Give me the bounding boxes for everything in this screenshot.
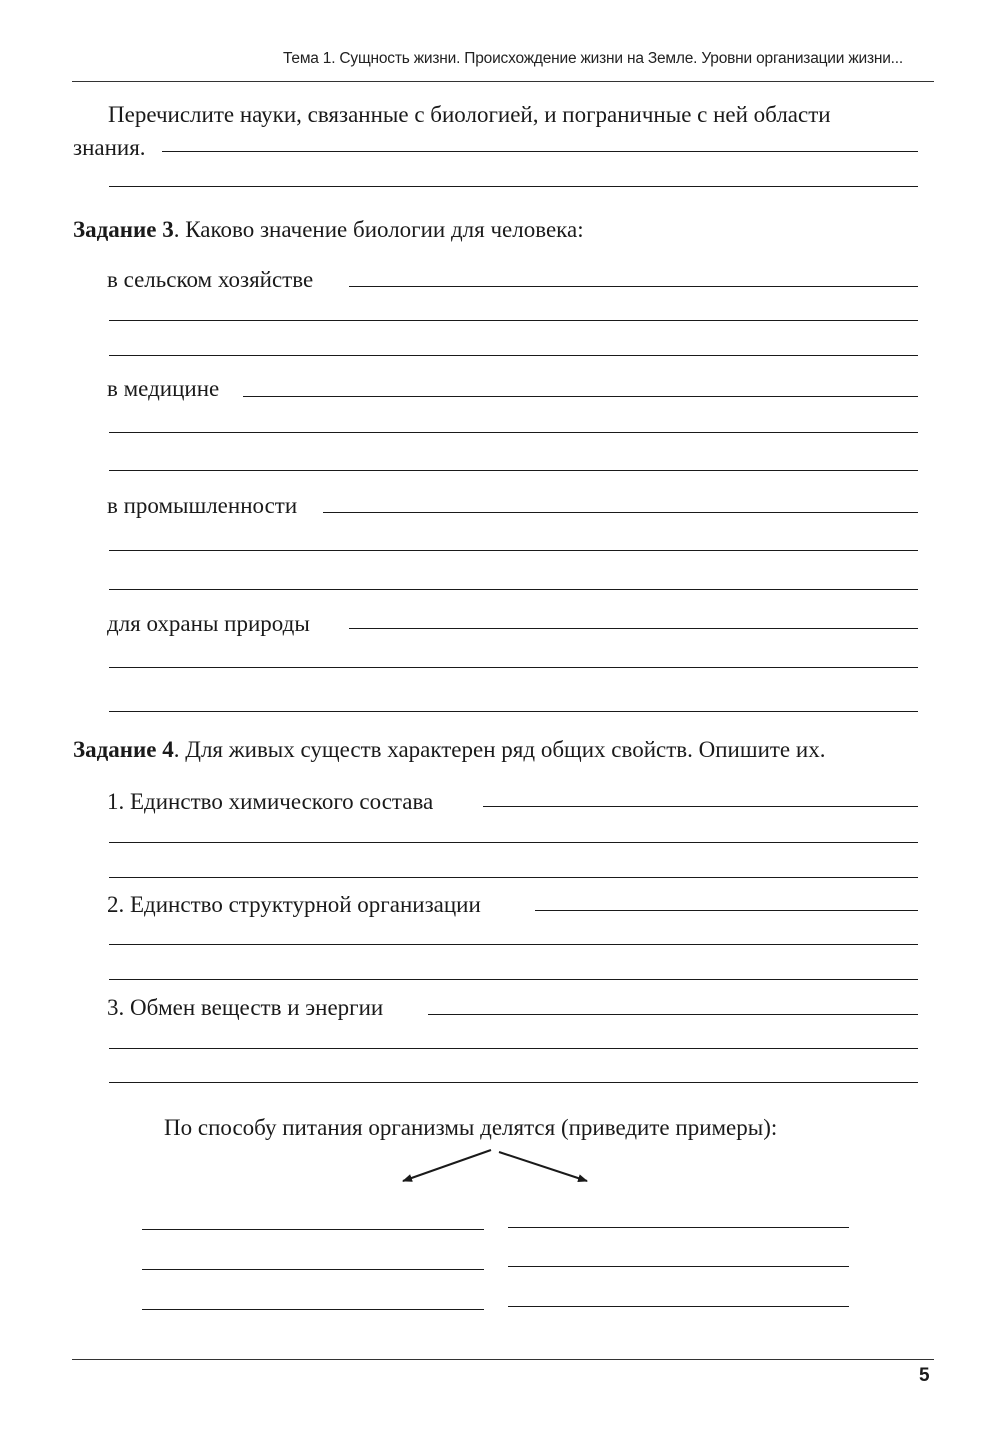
task3-item-nature: для охраны природы	[107, 611, 310, 636]
answer-line[interactable]	[109, 550, 918, 551]
header-rule	[72, 81, 934, 82]
answer-line[interactable]	[109, 1048, 918, 1049]
task3-item-medicine: в медицине	[107, 376, 220, 401]
answer-line[interactable]	[243, 396, 918, 397]
answer-line-left[interactable]	[142, 1309, 484, 1310]
nutrition-prompt: По способу питания организмы делятся (приведите примеры):	[164, 1115, 778, 1140]
task4-heading	[73, 738, 825, 761]
answer-line[interactable]	[109, 1082, 918, 1083]
answer-line[interactable]	[109, 470, 918, 471]
task4-item-2: 2. Единство структурной организации	[107, 892, 481, 917]
task4-item-3: 3. Обмен веществ и энергии	[107, 995, 384, 1020]
answer-line[interactable]	[109, 355, 918, 356]
answer-line-right[interactable]	[508, 1266, 849, 1267]
answer-line[interactable]	[109, 711, 918, 712]
answer-line[interactable]	[428, 1014, 918, 1015]
answer-line[interactable]	[109, 667, 918, 668]
page-number: 5	[919, 1365, 930, 1386]
footer-rule	[72, 1359, 934, 1360]
answer-line[interactable]	[349, 286, 918, 287]
answer-line[interactable]	[483, 806, 918, 807]
answer-line[interactable]	[109, 877, 918, 878]
task3-item-agriculture: в сельском хозяйстве	[107, 267, 314, 292]
answer-line[interactable]	[109, 589, 918, 590]
answer-line[interactable]	[109, 842, 918, 843]
answer-line[interactable]	[109, 186, 918, 187]
answer-line[interactable]	[109, 944, 918, 945]
answer-line[interactable]	[535, 910, 918, 911]
branch-arrows	[390, 1145, 600, 1190]
task4-question: . Для живых существ характерен ряд общих свойств. Опишите их.	[173, 737, 826, 762]
running-header: Тема 1. Сущность жизни. Происхождение жизни на Земле. Уровни организации жизни...	[283, 50, 903, 67]
answer-line[interactable]	[323, 512, 918, 513]
task4-item-1: 1. Единство химического состава	[107, 789, 434, 814]
answer-line[interactable]	[109, 432, 918, 433]
intro-line-2: знания.	[73, 135, 146, 160]
answer-line[interactable]	[349, 628, 918, 629]
task3-heading	[73, 218, 584, 241]
task3-item-industry: в промышленности	[107, 493, 298, 518]
answer-line-left[interactable]	[142, 1229, 484, 1230]
task3-label: Задание 3	[73, 217, 174, 242]
answer-line[interactable]	[162, 151, 918, 152]
task4-label: Задание 4	[73, 737, 174, 762]
answer-line-left[interactable]	[142, 1269, 484, 1270]
task3-question: . Каково значение биологии для человека:	[173, 217, 584, 242]
answer-line[interactable]	[109, 979, 918, 980]
answer-line-right[interactable]	[508, 1227, 849, 1228]
right-arrow-icon	[499, 1152, 587, 1181]
answer-line[interactable]	[109, 320, 918, 321]
answer-line-right[interactable]	[508, 1306, 849, 1307]
intro-line-1: Перечислите науки, связанные с биологией, и пограничные с ней области	[108, 102, 831, 127]
left-arrow-icon	[403, 1150, 491, 1181]
